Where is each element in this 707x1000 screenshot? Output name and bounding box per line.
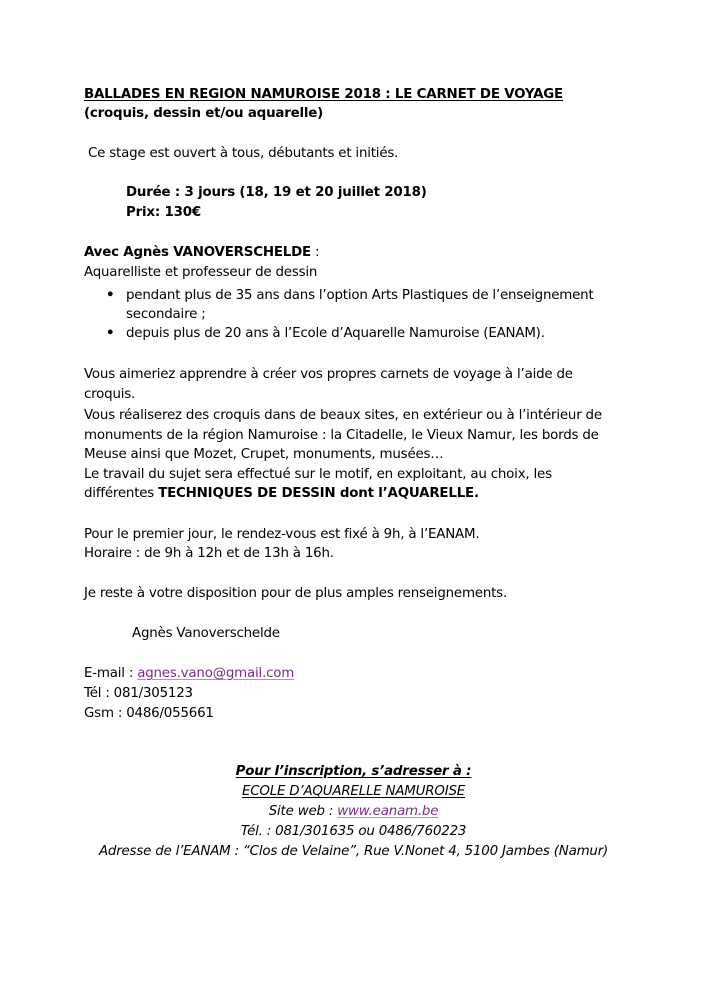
techniques-emphasis: TECHNIQUES DE DESSIN dont l’AQUARELLE. xyxy=(158,486,479,501)
intro-text: Ce stage est ouvert à tous, débutants et initiés. xyxy=(88,146,399,161)
bullet-icon: • xyxy=(106,288,115,303)
bullet-item-1-line2: secondaire ; xyxy=(126,307,206,322)
meeting-text: Pour le premier jour, le rendez-vous est fixé à 9h, à l’EANAM. xyxy=(84,527,480,542)
bullet-icon: • xyxy=(106,326,115,341)
bullet-item-2: depuis plus de 20 ans à l’Ecole d’Aquarelle Namuroise (EANAM). xyxy=(126,326,545,341)
description-p3-line2 xyxy=(84,484,479,504)
document-title: BALLADES EN REGION NAMUROISE 2018 : LE CARNET DE VOYAGE xyxy=(84,87,563,102)
gsm-text: Gsm : 0486/055661 xyxy=(84,706,214,721)
website-link[interactable]: www.eanam.be xyxy=(337,804,439,819)
teacher-heading-colon: : xyxy=(310,245,320,260)
hours-text: Horaire : de 9h à 12h et de 13h à 16h. xyxy=(84,546,334,561)
website-line xyxy=(0,802,707,822)
description-p1-line2: croquis. xyxy=(84,387,136,402)
description-p2-line1: Vous réaliserez des croquis dans de beaux sites, en extérieur ou à l’intérieur de xyxy=(84,408,602,423)
bullet-item-1-line1: pendant plus de 35 ans dans l’option Arts Plastiques de l’enseignement xyxy=(126,288,594,303)
signature: Agnès Vanoverschelde xyxy=(132,626,280,641)
description-p3-line1: Le travail du sujet sera effectué sur le motif, en exploitant, au choix, les xyxy=(84,467,552,482)
email-line xyxy=(84,664,294,684)
teacher-name: Avec Agnès VANOVERSCHELDE xyxy=(84,245,311,260)
techniques-prefix: différentes xyxy=(84,486,159,501)
registration-heading: Pour l’inscription, s’adresser à : xyxy=(235,764,472,779)
website-label: Site web : xyxy=(268,804,338,819)
description-p1-line1: Vous aimeriez apprendre à créer vos propres carnets de voyage à l’aide de xyxy=(84,367,573,382)
closing-text: Je reste à votre disposition pour de plus amples renseignements. xyxy=(84,586,508,601)
school-address: Adresse de l’EANAM : “Clos de Velaine”, Rue V.Nonet 4, 5100 Jambes (Namur) xyxy=(98,844,609,859)
teacher-heading xyxy=(84,243,319,263)
duration-text: Durée : 3 jours (18, 19 et 20 juillet 2018) xyxy=(126,185,427,200)
email-link[interactable]: agnes.vano@gmail.com xyxy=(137,666,295,681)
description-p2-line3: Meuse ainsi que Mozet, Crupet, monuments, musées… xyxy=(84,447,444,462)
document-subtitle: (croquis, dessin et/ou aquarelle) xyxy=(84,106,324,121)
description-p2-line2: monuments de la région Namuroise : la Citadelle, le Vieux Namur, les bords de xyxy=(84,428,599,443)
school-name: ECOLE D’AQUARELLE NAMUROISE xyxy=(241,784,466,799)
price-text: Prix: 130€ xyxy=(126,205,201,220)
tel-text: Tél : 081/305123 xyxy=(84,686,193,701)
email-label: E-mail : xyxy=(84,666,138,681)
school-tel: Tél. : 081/301635 ou 0486/760223 xyxy=(240,824,467,839)
teacher-role: Aquarelliste et professeur de dessin xyxy=(84,265,318,280)
